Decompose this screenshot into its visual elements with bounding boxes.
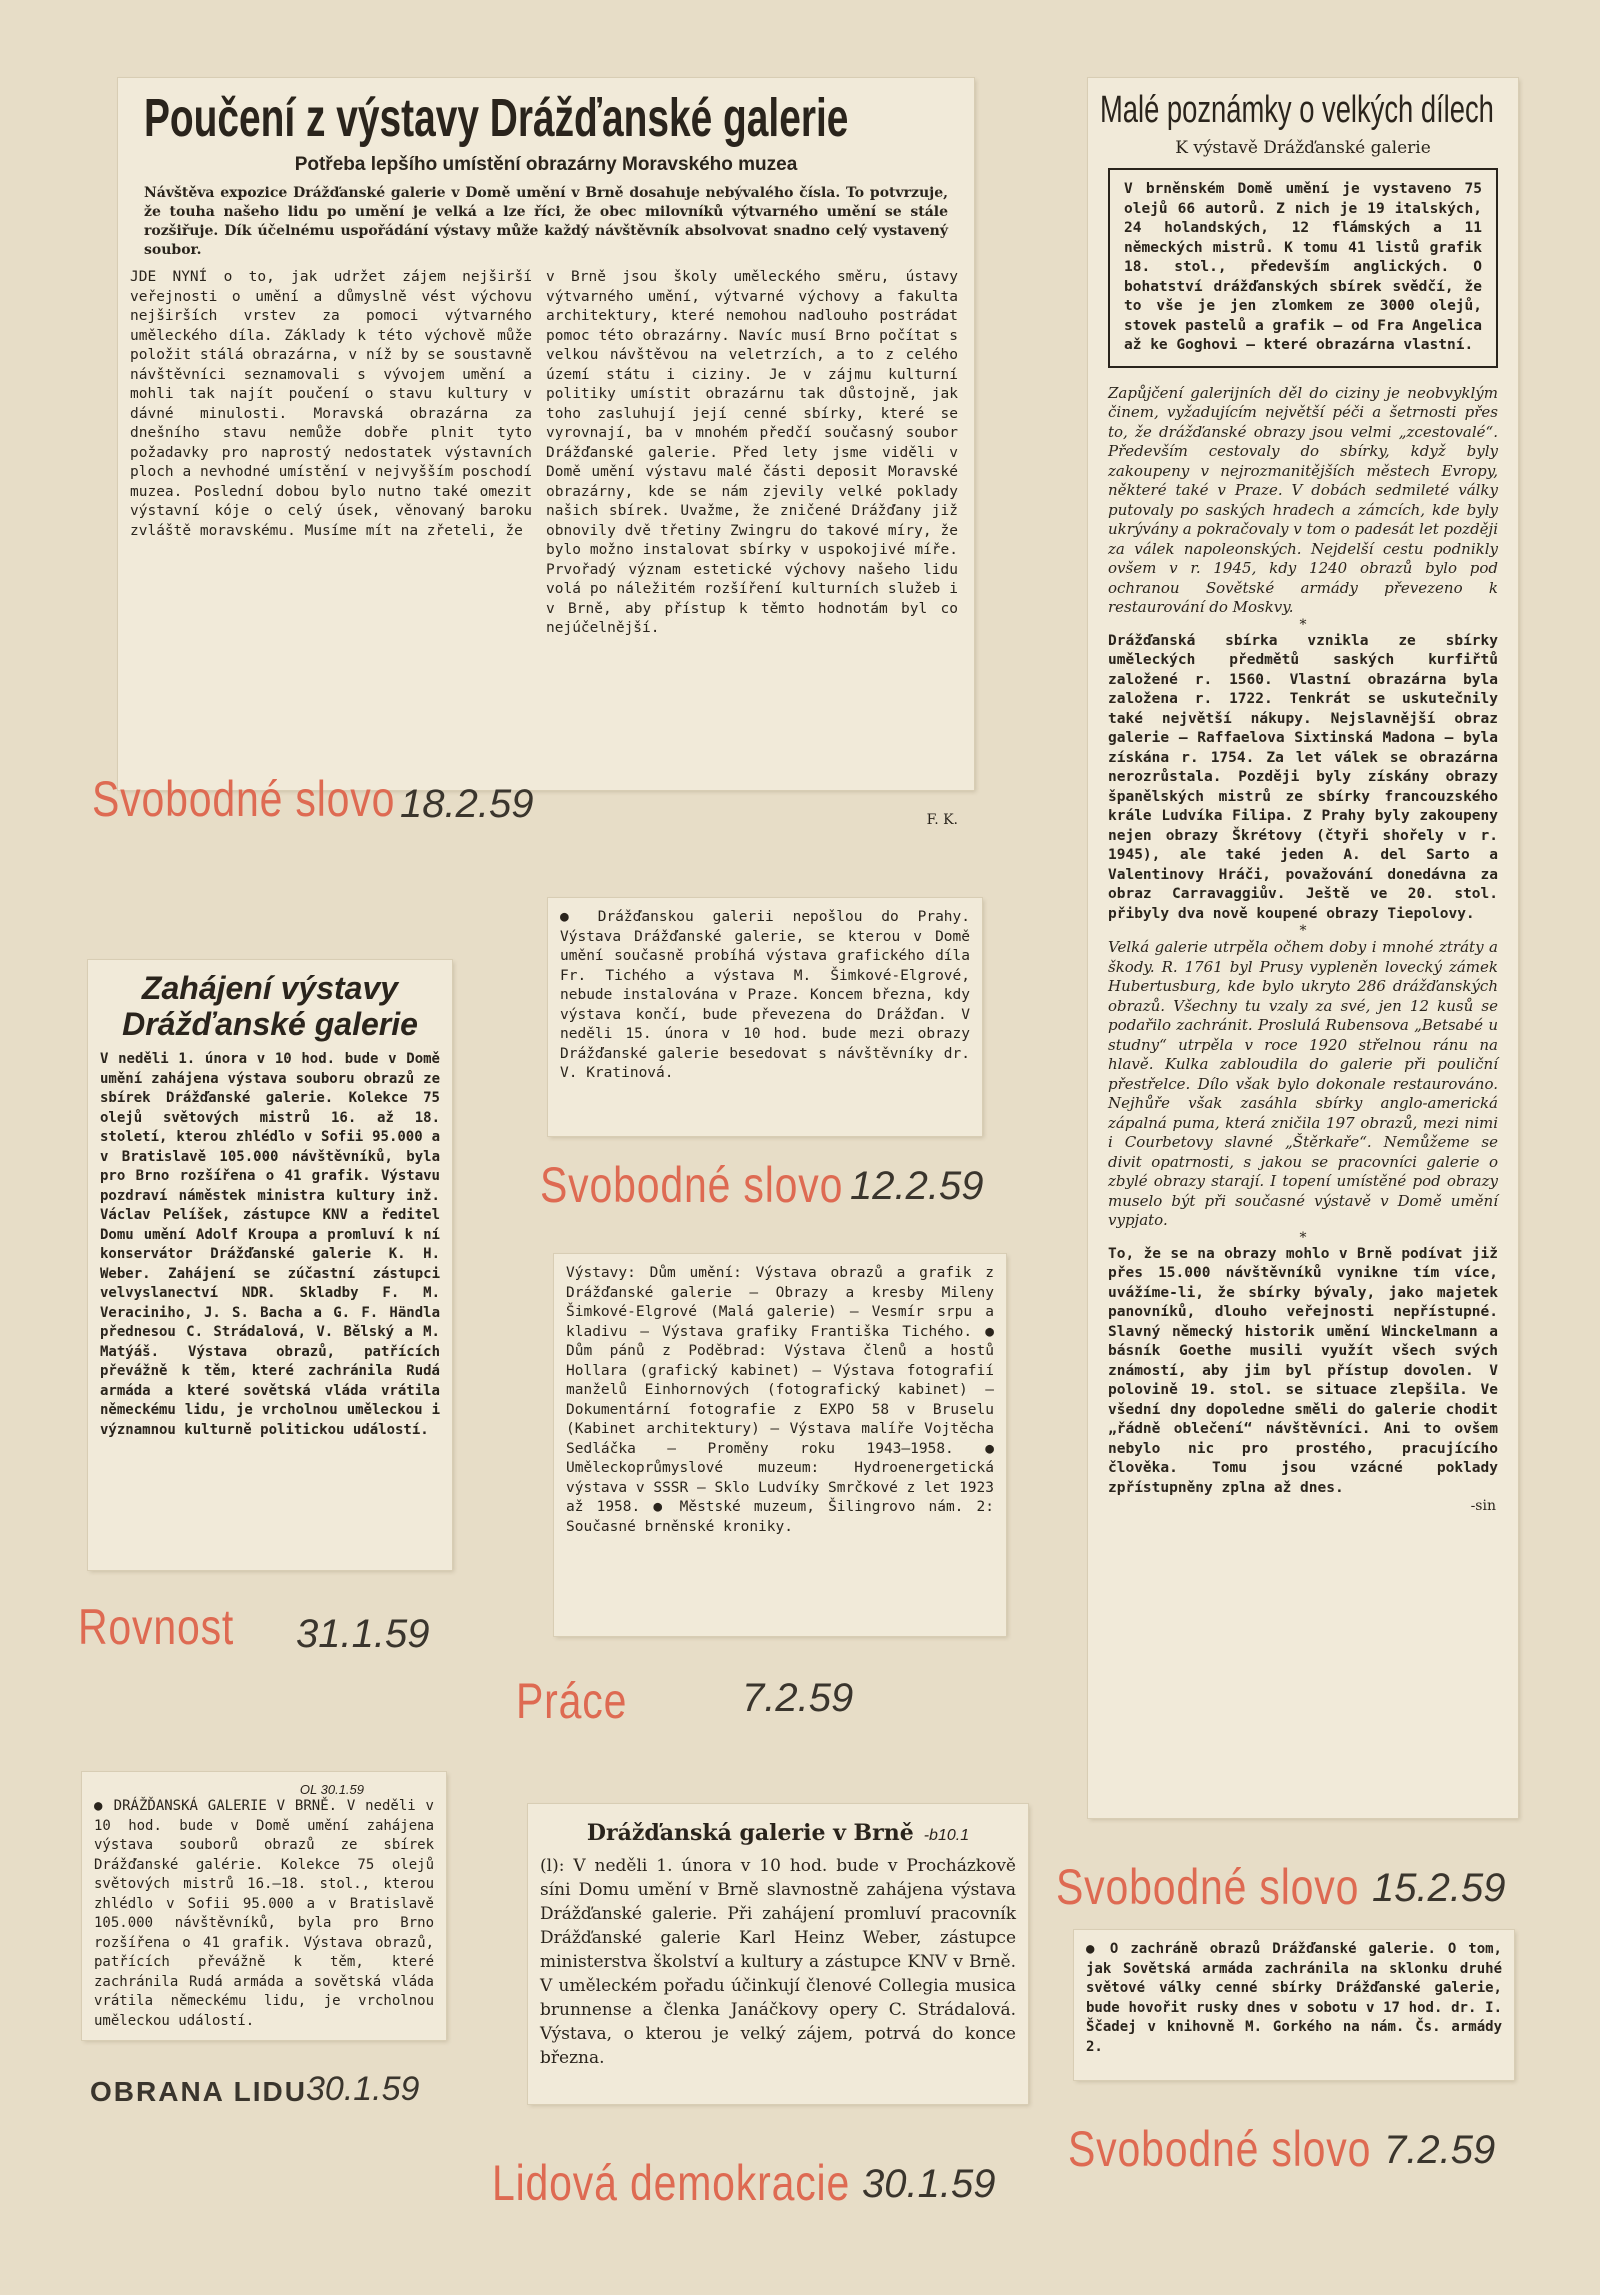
clip-male-poznamky	[1088, 78, 1518, 1818]
subhead: Potřeba lepšího umístění obrazárny Moravského muzea	[294, 154, 798, 175]
date-note: 30.1.59	[306, 2070, 420, 2108]
headline: Malé poznámky o velkých dílech	[1100, 89, 1494, 131]
handwritten-note: OL 30.1.59	[299, 1782, 364, 1797]
article-body: V neděli 1. února v 10 hod. bude v Domě umění zahájena výstava souboru obrazů ze sbírek Drážďanské galerie. Kolekce 75 olejů světových mistrů 16. až 18. století, kterou zhlédlo v Sofii 95.000 a v Bratislavě 105.000 návštěvníků, byla pro Brno rozšířena o 41 grafik. Výstavu pozdraví náměstek ministra kultury inž. Václav Pelíšek, zástupce KNV a ředitel Domu umění Adolf Kroupa a promluví k ní konservátor Drážďanské galerie K. H. Weber. Zahájení se zúčastní zástupci velvyslanectví NDR. Skladby F. M. Veraciniho, J. S. Bacha a G. F. Händla přednesou C. Strádalová, V. Bělský a M. Matýáš. Výstava obrazů, patřících převážně k těm, které zachránila Rudá armáda a které sovětská vláda vrátila německému lidu, je vrcholnou uměleckou i významnou kulturně politickou událostí.	[100, 1051, 440, 1438]
headline: Drážďanská galerie v Brně	[586, 1820, 914, 1846]
source-note: OBRANA LIDU	[90, 2076, 307, 2107]
source-stamp: Lidová demokracie	[492, 2155, 851, 2211]
article-body: ● Drážďanskou galerii nepošlou do Prahy. Výstava Drážďanské galerie, se kterou v Domě umění současně probíhá výstava grafického díla Fr. Tichého a výstava M. Šimkové-Elgrové, nebude instalována v Praze. Koncem března, kdy výstava končí, bude převezena do Drážďan. V neděli 15. února v 10 hod. bude mezi obrazy Drážďanské galerie besedovat s návštěvníky dr. V. Kratinová.	[560, 909, 970, 1081]
handwritten-note: -b10.1	[923, 1827, 970, 1844]
paragraph-2: Drážďanská sbírka vznikla ze sbírky uměleckých předmětů saských kurfiřtů založené r. 1560. Vlastní obrazárna byla založena r. 1722. Tenkrát se uskutečnily také největší nákupy. Nejslavnější obraz galerie — Raffaelova Sixtinská Madona — byla získána r. 1754. Za let válek se obrazárna nerozrůstala. Později byly získány obrazy španělských mistrů ze sbírky francouzského krále Ludvíka Filipa. Z Prahy byly zakoupeny nejen obrazy Škrétovy (čtyři shořely v r. 1945), ale také jeden A. del Sarto a Valentinovy Hráči, považování donedávna za obraz Carravaggiův. Ještě ve 20. stol. přibyly dva nově koupené obrazy Tiepolovy.	[1108, 632, 1498, 922]
signature: F. K.	[926, 812, 958, 828]
clip-lidova	[528, 1804, 1028, 2104]
clip-neposlou	[548, 898, 982, 1136]
source-stamp: Svobodné slovo	[1056, 1859, 1360, 1915]
separator-star: *	[1299, 1229, 1307, 1246]
clip-zahajeni	[88, 960, 452, 1570]
source-stamp: Svobodné slovo	[92, 771, 396, 827]
date-note: 12.2.59	[850, 1164, 984, 1208]
date-note: 7.2.59	[1384, 2128, 1496, 2172]
source-stamp: Svobodné slovo	[540, 1157, 844, 1213]
article-body: ● O zachráně obrazů Drážďanské galerie. O tom, jak Sovětská armáda zachránila na sklonku druhé světové války cenné sbírky Drážďanské galerie, bude hovořit rusky dnes v sobotu v 17 hod. dr. I. Ščadej v knihovně M. Gorkého na nám. Čs. armády 2.	[1086, 1941, 1502, 2055]
clip-obrana	[82, 1772, 446, 2040]
date-note: 15.2.59	[1372, 1866, 1506, 1910]
date-note: 31.1.59	[296, 1612, 430, 1656]
paragraph-4: To, že se na obrazy mohlo v Brně podívat již přes 15.000 návštěvníků vynikne tím více, uvážíme-li, že sbírky bývaly, jako majetek panovníků, dlouho veřejnosti nepřístupné. Slavný německý historik umění Winckelmann a básník Goethe musili využít všech svých známostí, aby jim byl přístup dovolen. V polovině 19. stol. se situace zlepšila. Ve všední dny dopoledne směli do galerie chodit „řádně oblečení“ návštěvníci. Ani to ovšem nebylo nic pro prostého, pracujícího člověka. Tomu jsou vzácné poklady zpřístupněny zplna až dnes.	[1108, 1245, 1498, 1496]
column-2: v Brně jsou školy uměleckého směru, ústavy výtvarného umění, výtvarné výchovy a fakulta architektury, které nemohou nadlouho postrádat pomoc této obrazárny. Navíc musí Brno počítat s velkou návštěvou na veletrzích, a to z celého území státu i ciziny. Je v zájmu kulturní politiky umístit obrazárnu tak důstojně, jak toho zasluhují její cenné sbírky, které se vyrovnají, ba v mnohém předčí současný soubor Drážďanské galerie. Před lety jsme viděli v Domě umění výstavu malé části deposit Moravské obrazárny, kde se nám zjevily velké poklady našich sbírek. Uvažme, že zničené Drážďany již obnovily dvě třetiny Zwingru do takové míry, že bylo možno instalovat sbírky v uspokojivé míře. Prvořadý význam estetické výchovy našeho lidu volá po náležitém rozšíření kulturních služeb i v Brně, aby přístup k těmto hodnotám byl co nejúčelnější.	[546, 269, 958, 636]
signature: -sin	[1470, 1498, 1496, 1514]
headline-line-2: Drážďanské galerie	[122, 1006, 418, 1042]
separator-star: *	[1299, 923, 1307, 939]
date-note: 30.1.59	[862, 2162, 996, 2206]
article-body: (l): V neděli 1. února v 10 hod. bude v Procházkově síni Domu umění v Brně slavnostně zahájena výstava Drážďanské galerie. Při zahájení promluví pracovník Drážďanské galerie Karl Heinz Weber, zástupce ministerstva školství a kultury a zástupce KNV v Brně. V uměleckém pořadu účinkují členové Collegia musica brunnense a členka Janáčkovy opery C. Strádalová. Výstava, o kterou je velký zájem, potrvá do konce března.	[540, 1856, 1016, 2068]
date-note: 7.2.59	[742, 1676, 854, 1720]
clip-zachrane	[1074, 1930, 1514, 2080]
paragraph-1: Zapůjčení galerijních děl do ciziny je neobvyklým činem, vyžadujícím největší péči a šetrnosti přes to, že drážďanské obrazy jsou velmi „zcestovalé“. Především cestovaly do sbírky, když byly zakoupeny v nejrozmanitějších městech Evropy, některé také v Praze. V dobách sedmileté války putovaly po saských hradech a zámcích, kde byly ukrývány a pokračovaly v tom o padesát let později za válek napoleonských. Nejdelší cestu podnikly ovšem v r. 1945, kdy 1240 obrazů bylo pod ochranou Sovětské armády převezeno k restaurování do Moskvy.	[1108, 383, 1498, 616]
headline-line-1: Zahájení výstavy	[141, 970, 399, 1006]
source-stamp: Rovnost	[78, 1599, 235, 1655]
column-1: JDE NYNÍ o to, jak udržet zájem nejširší veřejnosti o umění a důmyslně vést výchovu nejširších vrstev za pomoci výtvarného uměleckého díla. Základy k této výchově může položit stálá obrazárna, v níž by se soustavně návštěvníci seznamovali s vývojem umění a mohli tak najít poučení o stavu kultury v dávné minulosti. Moravská obrazárna za dnešního stavu nemůže dobře plnit tyto požadavky pro naprostý nedostatek výstavních ploch a nevhodné umístění v nejvyšším poschodí muzea. Poslední dobou bylo nutno také omezit výstavní kóje o celý úsek, věnovaný baroku zvláště moravskému. Musíme mít na zřeteli, že	[130, 269, 532, 539]
source-stamp: Práce	[516, 1673, 628, 1729]
lead: Návštěva expozice Drážďanské galerie v Domě umění v Brně dosahuje nebývalého čísla. To potvrzuje, že touha našeho lidu po umění je velká a lze říci, že obec milovníků výtvarného umění se stále rozšiřuje. Dík účelnému uspořádání výstavy může každý návštěvník absolvovat snadno celý vystavený soubor.	[144, 185, 948, 258]
article-body: ● DRÁŽĎANSKÁ GALERIE V BRNĚ. V neděli v 10 hod. bude v Domě umění zahájena výstava souborů obrazů ze sbírek Drážďanské galérie. Kolekce 75 olejů světových mistrů 16.—18. stol., kterou zhlédlo v Sofii 95.000 a v Bratislavě 105.000 návštěvníků, byla pro Brno rozšířena o 41 grafik. Výstava obrazů, patřících převážně k těm, které zachránila Rudá armáda a sovětská vláda vrátila německému lidu, je vrcholnou uměleckou událostí.	[94, 1798, 434, 2029]
clip-vystavy	[554, 1254, 1006, 1636]
info-box: V brněnském Domě umění je vystaveno 75 olejů 66 autorů. Z nich je 19 italských, 24 holandských, 12 flámských a 11 německých mistrů. K tomu 41 listů grafik 18. stol., především anglických. O bohatství drážďanských sbírek svědčí, že to vše je jen zlomkem ze 3000 olejů, stovek pastelů a grafik — od Fra Angelica až ke Goghovi — které obrazárna vlastní.	[1108, 168, 1498, 368]
source-stamp: Svobodné slovo	[1068, 2121, 1372, 2177]
paragraph-3: Velká galerie utrpěla očhem doby i mnohé ztráty a škody. R. 1761 byl Prusy vypleněn lovecký zámek Hubertusburg, kde bylo ukryto 286 drážďanských obrazů. Všechny tu vzaly za své, jen 12 kusů se podařilo zachránit. Proslulá Rubensova „Betsabé u studny“ utrpěla v roce 1920 střelnou ránu na hlavě. Kulka zabloudila do galerie při pouliční přestřelce. Dílo však bylo dokonale restaurováno. Nejhůře však zasáhla sbírky anglo-americká zápalná puma, která zničila 197 obrazů, mezi nimi i Courbetovy slavné „Štěrkaře“. Nemůžeme se divit opatrnosti, s jakou se pracovníci galerie o zbylé obrazy starají. I topení umístěné pod obrazy muselo být při současné výstavě v Domě umění vypjato.	[1108, 938, 1498, 1229]
headline: Poučení z výstavy Drážďanské galerie	[144, 88, 849, 148]
separator-star: *	[1299, 616, 1307, 633]
date-note: 18.2.59	[400, 782, 534, 826]
article-body: Výstavy: Dům umění: Výstava obrazů a grafik z Drážďanské galerie — Obrazy a kresby Mileny Šimkové-Elgrové (Malá galerie) — Vesmír srpu a kladivu — Výstava grafiky Františka Tichého. ● Dům pánů z Poděbrad: Výstava členů a hostů Hollara (grafický kabinet) — Výstava fotografií manželů Einhornových (fotografický kabinet) — Dokumentární fotografie z EXPO 58 v Bruselu (Kabinet architektury) — Výstava malíře Vojtěcha Sedláčka — Proměny roku 1943—1958. ● Uměleckoprůmyslové muzeum: Hydroenergetická výstava v SSSR — Sklo Ludvíky Smrčkové z let 1923 až 1958. ● Městské muzeum, Šilingrovo nám. 2: Současné brněnské kroniky.	[566, 1265, 994, 1535]
subhead: K výstavě Drážďanské galerie	[1175, 138, 1431, 158]
